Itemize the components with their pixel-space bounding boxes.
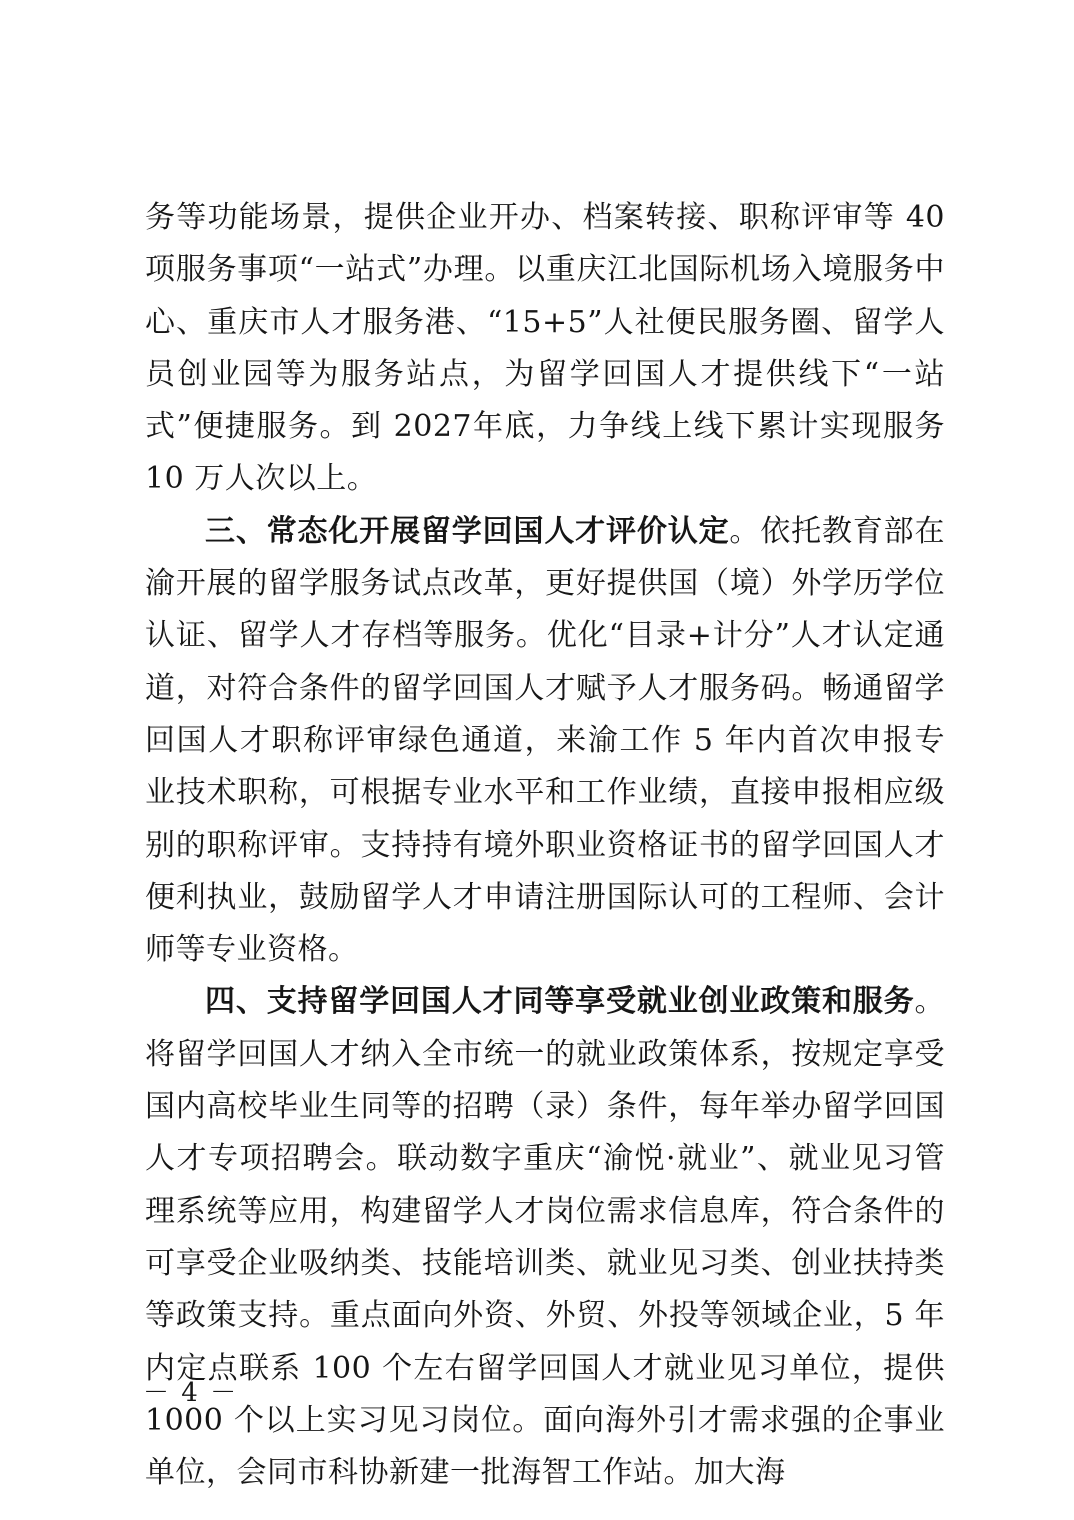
paragraph-service-continuation bbox=[145, 192, 945, 506]
paragraph-text: 务等功能场景，提供企业开办、档案转接、职称评审等 40 项服务事项“一站式”办理。以重庆江北国际机场入境服务中心、重庆市人才服务港、“15+5”人社便民服务圈、留学人员创业园等为服务站点，为留学回国人才提供线下“一站式”便捷服务。到 2027年底，力争线上线下累计实现服务 10 万人次以上。 bbox=[145, 200, 945, 497]
section-heading-three: 三、常态化开展留学回国人才评价认定 bbox=[205, 513, 730, 549]
document-body bbox=[145, 192, 945, 1499]
page-number: － 4 － bbox=[143, 1378, 239, 1408]
paragraph-section-three bbox=[145, 506, 945, 977]
paragraph-section-four bbox=[145, 976, 945, 1499]
section-heading-four: 四、支持留学回国人才同等享受就业创业政策和服务 bbox=[205, 984, 915, 1020]
paragraph-text: 。将留学回国人才纳入全市统一的就业政策体系，按规定享受国内高校毕业生同等的招聘（录）条件，每年举办留学回国人才专项招聘会。联动数字重庆“渝悦·就业”、就业见习管理系统等应用，构建留学人才岗位需求信息库，符合条件的可享受企业吸纳类、技能培训类、就业见习类、创业扶持类等政策支持。重点面向外资、外贸、外投等领域企业，5 年内定点联系 100 个左右留学回国人才就业见习单位，提供 1000 个以上实习见习岗位。面向海外引才需求强的企事业单位，会同市科协新建一批海智工作站。加大海 bbox=[145, 984, 945, 1491]
paragraph-text: 。依托教育部在渝开展的留学服务试点改革，更好提供国（境）外学历学位认证、留学人才存档等服务。优化“目录+计分”人才认定通道，对符合条件的留学回国人才赋予人才服务码。畅通留学回国人才职称评审绿色通道，来渝工作 5 年内首次申报专业技术职称，可根据专业水平和工作业绩，直接申报相应级别的职称评审。支持持有境外职业资格证书的留学回国人才便利执业，鼓励留学人才申请注册国际认可的工程师、会计师等专业资格。 bbox=[145, 513, 946, 968]
